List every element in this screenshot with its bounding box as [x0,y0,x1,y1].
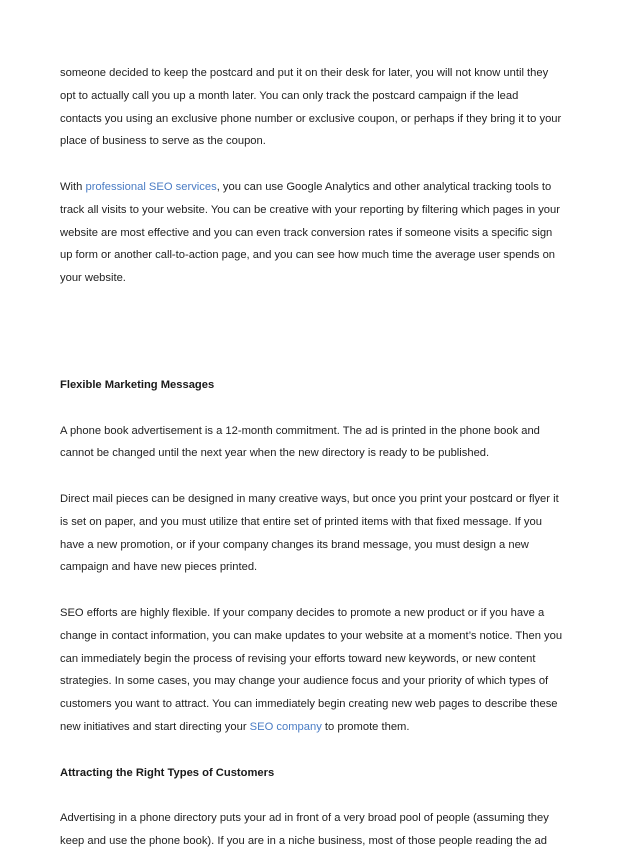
text-line: SEO efforts are highly flexible. If your company decides to promote a new product or if you have a [60,606,545,619]
text-line: campaign and have new pieces printed. [60,561,258,574]
paragraph-postcard-tracking [60,62,580,153]
text-fragment: With [60,180,86,193]
seo-company-link[interactable]: SEO company [249,720,322,733]
text-line: Advertising in a phone directory puts your ad in front of a very broad pool of people (assuming they [60,812,549,825]
professional-seo-services-link[interactable]: professional SEO services [85,180,217,193]
text-line: contacts you using an exclusive phone number or exclusive coupon, or perhaps if they bring it to your [60,112,562,125]
paragraph-spacer [60,465,580,488]
text-line [60,176,580,199]
document-body [60,62,580,853]
text-line: keep and use the phone book). If you are in a niche business, most of those people reading the ad [60,834,547,847]
paragraph-spacer [60,397,580,420]
text-line: Direct mail pieces can be designed in many creative ways, but once you print your postcard or flyer it [60,492,559,505]
text-line [60,716,580,739]
text-line: have a new promotion, or if your company changes its brand message, you must design a new [60,538,529,551]
paragraph-phone-directory [60,807,580,853]
text-line: track all visits to your website. You can be creative with your reporting by filtering which pages in your [60,203,560,216]
section-heading-attracting-customers: Attracting the Right Types of Customers [60,766,275,779]
text-fragment: , you can use Google Analytics and other analytical tracking tools to [216,180,552,193]
section-heading-flexible-marketing: Flexible Marketing Messages [60,378,215,391]
paragraph-seo-flexible [60,602,580,739]
paragraph-spacer [60,739,580,762]
text-line: place of business to serve as the coupon. [60,135,266,148]
text-line: change in contact information, you can make updates to your website at a moment’s notice. Then you [60,629,563,642]
text-line: customers you want to attract. You can immediately begin creating new web pages to describe these [60,698,558,711]
text-line: website are most effective and you can even track conversion rates if someone visits a specific sign [60,226,553,239]
paragraph-phone-book [60,420,580,466]
paragraph-direct-mail [60,488,580,579]
text-line: your website. [60,272,126,285]
text-line: A phone book advertisement is a 12-month commitment. The ad is printed in the phone book and [60,424,540,437]
section-spacer [60,290,580,374]
paragraph-spacer [60,784,580,807]
text-line: is set on paper, and you must utilize that entire set of printed items with that fixed message. If you [60,515,542,528]
text-line: someone decided to keep the postcard and put it on their desk for later, you will not know until they [60,67,549,79]
text-line: opt to actually call you up a month later. You can only track the postcard campaign if the lead [60,89,519,102]
text-fragment: new initiatives and start directing your [60,720,250,733]
text-line: up form or another call-to-action page, and you can see how much time the average user spends on [60,249,556,262]
text-line: cannot be changed until the next year when the new directory is ready to be published. [60,447,490,460]
paragraph-seo-analytics [60,176,580,290]
text-line: can immediately begin the process of revising your efforts toward new keywords, or new content [60,652,536,665]
text-fragment: to promote them. [321,720,410,733]
paragraph-spacer [60,153,580,176]
paragraph-spacer [60,579,580,602]
text-line: strategies. In some cases, you may change your audience focus and your priority of which types of [60,675,549,688]
